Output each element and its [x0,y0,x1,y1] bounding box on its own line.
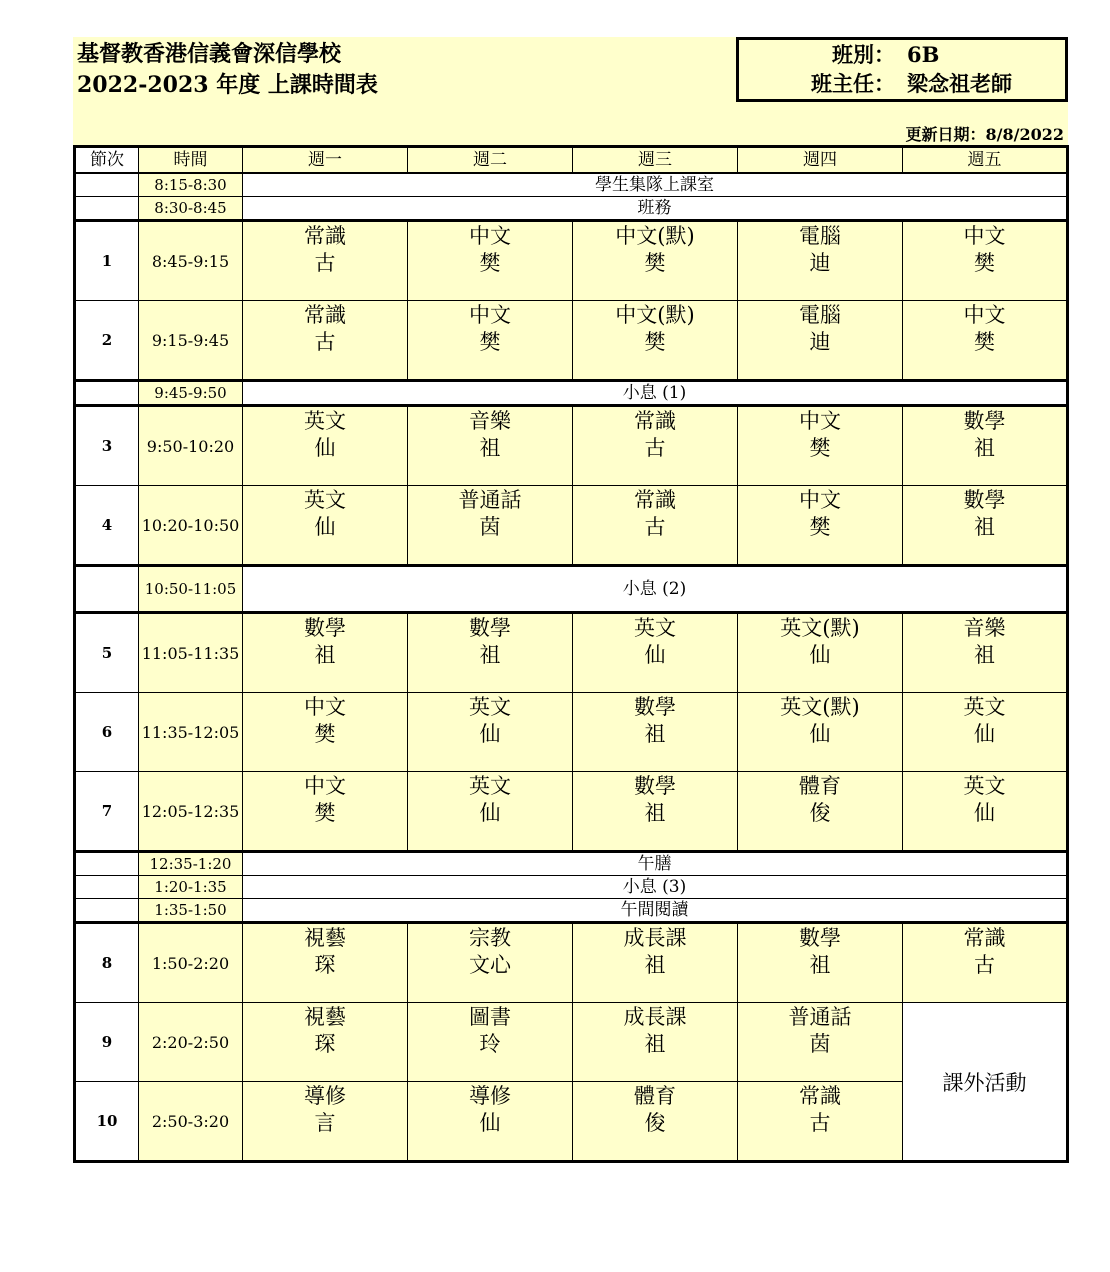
class-label: 班別： [832,42,895,67]
subject-name: 英文 [469,695,511,719]
teacher-name: 祖 [314,643,336,667]
header-cell: 節次 [75,147,139,174]
band-label: 午膳 [243,852,1068,876]
subject-name: 中文 [469,303,511,327]
lesson-cell [903,772,1068,852]
lesson-cell [243,486,408,566]
band-label: 午間閱讀 [243,899,1068,923]
time-cell: 9:45-9:50 [139,381,243,406]
teacher-name: 樊 [974,251,995,275]
subject-name: 常識 [963,926,1006,950]
subject-name: 中文 [963,303,1006,327]
subject-name: 英文(默) [780,695,860,719]
time-cell: 11:35-12:05 [139,693,243,772]
lesson-cell [408,613,573,693]
subject-name: 中文 [304,695,346,719]
time-cell: 1:20-1:35 [139,876,243,899]
subject-name: 英文 [634,616,676,640]
time-cell: 2:50-3:20 [139,1082,243,1162]
lesson-cell [573,486,738,566]
lesson-cell [243,1082,408,1162]
header-cell: 時間 [139,147,243,174]
teacher-name: 古 [644,436,666,460]
band-label: 學生集隊上課室 [243,173,1068,197]
subject-name: 導修 [469,1084,511,1108]
subject-name: 視藝 [304,1005,346,1029]
teacher-name: 仙 [314,436,336,460]
subject-name: 成長課 [623,926,687,950]
subject-name: 數學 [634,695,676,719]
lesson-cell [408,772,573,852]
band-row [75,197,1068,221]
lesson-cell [408,1082,573,1162]
subject-name: 數學 [963,488,1006,512]
header-cell: 週二 [408,147,573,174]
subject-name: 體育 [799,774,841,798]
time-cell: 1:50-2:20 [139,923,243,1003]
subject-name: 英文 [963,774,1006,798]
teacher-name: 文心 [469,953,511,977]
teacher-name: 仙 [479,1111,501,1135]
lesson-row [75,772,1068,852]
timetable-sheet [73,37,1068,1163]
header-row [75,147,1068,174]
subject-name: 音樂 [963,616,1006,640]
teacher-name: 迪 [809,251,831,275]
lesson-row [75,486,1068,566]
subject-name: 中文 [963,224,1006,248]
teacher-name: 言 [314,1111,336,1135]
period-number: 9 [75,1003,139,1082]
lesson-row [75,613,1068,693]
lesson-row [75,406,1068,486]
lesson-cell [243,923,408,1003]
subject-name: 音樂 [469,409,511,433]
period-number: 1 [75,221,139,301]
subject-name: 英文 [963,695,1006,719]
teacher-name: 仙 [314,515,336,539]
teacher-name: 樊 [314,801,336,825]
period-number: 4 [75,486,139,566]
lesson-row [75,301,1068,381]
lesson-row [75,1003,1068,1082]
subject-name: 數學 [304,616,346,640]
lesson-cell [903,486,1068,566]
header-cell: 週三 [573,147,738,174]
teacher-name: 祖 [974,643,995,667]
lesson-cell [573,221,738,301]
teacher-name: 琛 [314,953,336,977]
time-cell: 2:20-2:50 [139,1003,243,1082]
subject-name: 常識 [304,303,346,327]
school-name: 基督教香港信義會深信學校 [77,41,342,67]
lesson-row [75,693,1068,772]
timetable [73,145,1069,1163]
time-cell: 10:50-11:05 [139,566,243,613]
band-row [75,173,1068,197]
band-label: 小息 (2) [243,566,1068,613]
teacher-name: 仙 [479,722,501,746]
teacher-name: 樊 [479,330,501,354]
subject-name: 英文 [304,488,346,512]
updated-date: 更新日期：8/8/2022 [905,125,1064,144]
subject-name: 英文 [304,409,346,433]
period-cell [75,899,139,923]
time-cell: 1:35-1:50 [139,899,243,923]
lesson-cell [408,406,573,486]
period-cell [75,197,139,221]
teacher-name: 樊 [314,722,336,746]
teacher-name: 仙 [974,801,995,825]
period-cell [75,381,139,406]
subject-name: 數學 [799,926,841,950]
lesson-cell [573,693,738,772]
lesson-cell [408,693,573,772]
lesson-cell [243,693,408,772]
teacher-name: 俊 [809,801,831,825]
subject-name: 中文 [304,774,346,798]
header-cell: 週一 [243,147,408,174]
lesson-cell [243,406,408,486]
time-cell: 11:05-11:35 [139,613,243,693]
band-row [75,899,1068,923]
period-number: 7 [75,772,139,852]
lesson-cell [738,221,903,301]
lesson-cell [408,486,573,566]
teacher-name: 俊 [644,1111,666,1135]
teacher-name: 仙 [809,643,831,667]
lesson-row [75,221,1068,301]
teacher-name: 祖 [644,722,666,746]
lesson-cell [738,486,903,566]
time-cell: 12:35-1:20 [139,852,243,876]
teacher-name: 古 [644,515,666,539]
period-cell [75,173,139,197]
period-number: 8 [75,923,139,1003]
lesson-cell [573,406,738,486]
subject-name: 普通話 [458,488,522,512]
teacher-value: 梁念祖老師 [907,71,1012,96]
teacher-name: 仙 [974,722,995,746]
sheet-header [73,37,1068,145]
teacher-name: 古 [809,1111,831,1135]
band-row [75,566,1068,613]
teacher-name: 祖 [974,515,995,539]
subject-name: 圖書 [469,1005,511,1029]
lesson-cell [243,221,408,301]
teacher-name: 樊 [644,251,666,275]
teacher-name: 玲 [479,1032,501,1056]
teacher-name: 古 [314,251,336,275]
teacher-name: 祖 [809,953,831,977]
subject-name: 中文 [799,409,841,433]
teacher-name: 古 [314,330,336,354]
lesson-row [75,923,1068,1003]
subject-name: 普通話 [788,1005,852,1029]
lesson-cell [903,221,1068,301]
subject-name: 英文(默) [780,616,860,640]
teacher-label: 班主任： [811,71,895,96]
subject-name: 常識 [634,488,676,512]
time-cell: 10:20-10:50 [139,486,243,566]
lesson-cell [408,301,573,381]
subject-name: 數學 [469,616,511,640]
class-info-box [736,37,1068,102]
lesson-cell [573,613,738,693]
teacher-name: 祖 [644,801,666,825]
teacher-name: 仙 [479,801,501,825]
lesson-cell [738,613,903,693]
lesson-cell [243,772,408,852]
band-row [75,852,1068,876]
band-label: 小息 (3) [243,876,1068,899]
subject-name: 常識 [799,1084,841,1108]
lesson-cell [738,923,903,1003]
teacher-name: 樊 [809,436,831,460]
subject-name: 成長課 [623,1005,687,1029]
period-cell [75,566,139,613]
teacher-name: 迪 [809,330,831,354]
extracurricular-cell: 課外活動 [903,1003,1068,1162]
lesson-cell [408,1003,573,1082]
time-cell: 9:15-9:45 [139,301,243,381]
time-cell: 12:05-12:35 [139,772,243,852]
subject-name: 體育 [634,1084,676,1108]
time-cell: 9:50-10:20 [139,406,243,486]
subject-name: 數學 [963,409,1006,433]
period-cell [75,876,139,899]
subject-name: 數學 [634,774,676,798]
teacher-name: 古 [974,953,995,977]
period-number: 5 [75,613,139,693]
teacher-name: 仙 [644,643,666,667]
period-number: 10 [75,1082,139,1162]
teacher-name: 茵 [479,515,501,539]
year-title: 2022-2023 年度 上課時間表 [77,72,378,98]
lesson-cell [573,1082,738,1162]
lesson-cell [738,301,903,381]
subject-name: 常識 [634,409,676,433]
lesson-cell [573,301,738,381]
lesson-cell [738,1003,903,1082]
lesson-cell [738,693,903,772]
subject-name: 電腦 [799,303,841,327]
lesson-cell [738,406,903,486]
lesson-cell [903,301,1068,381]
lesson-cell [573,772,738,852]
time-cell: 8:30-8:45 [139,197,243,221]
band-label: 班務 [243,197,1068,221]
lesson-cell [903,406,1068,486]
teacher-name: 琛 [314,1032,336,1056]
school-title-block [77,39,378,101]
subject-name: 中文 [799,488,841,512]
subject-name: 導修 [304,1084,346,1108]
teacher-name: 仙 [809,722,831,746]
period-cell [75,852,139,876]
class-value: 6B [907,42,940,67]
period-number: 3 [75,406,139,486]
teacher-name: 樊 [974,330,995,354]
band-label: 小息 (1) [243,381,1068,406]
header-cell: 週五 [903,147,1068,174]
lesson-cell [243,1003,408,1082]
time-cell: 8:45-9:15 [139,221,243,301]
header-cell: 週四 [738,147,903,174]
band-row [75,381,1068,406]
subject-name: 中文(默) [615,224,695,248]
lesson-cell [903,923,1068,1003]
band-row [75,876,1068,899]
lesson-cell [573,923,738,1003]
teacher-name: 祖 [479,643,501,667]
lesson-cell [243,613,408,693]
subject-name: 常識 [304,224,346,248]
subject-name: 中文(默) [615,303,695,327]
lesson-cell [408,221,573,301]
teacher-name: 樊 [644,330,666,354]
period-number: 2 [75,301,139,381]
subject-name: 電腦 [799,224,841,248]
subject-name: 宗教 [469,926,511,950]
teacher-name: 樊 [809,515,831,539]
teacher-name: 祖 [479,436,501,460]
subject-name: 中文 [469,224,511,248]
teacher-name: 祖 [974,436,995,460]
lesson-cell [903,693,1068,772]
lesson-cell [738,772,903,852]
subject-name: 英文 [469,774,511,798]
teacher-name: 樊 [479,251,501,275]
teacher-name: 祖 [644,953,666,977]
lesson-cell [738,1082,903,1162]
lesson-cell [243,301,408,381]
teacher-name: 祖 [644,1032,666,1056]
lesson-cell [408,923,573,1003]
lesson-cell [573,1003,738,1082]
time-cell: 8:15-8:30 [139,173,243,197]
lesson-cell [903,613,1068,693]
period-number: 6 [75,693,139,772]
teacher-name: 茵 [809,1032,831,1056]
subject-name: 視藝 [304,926,346,950]
